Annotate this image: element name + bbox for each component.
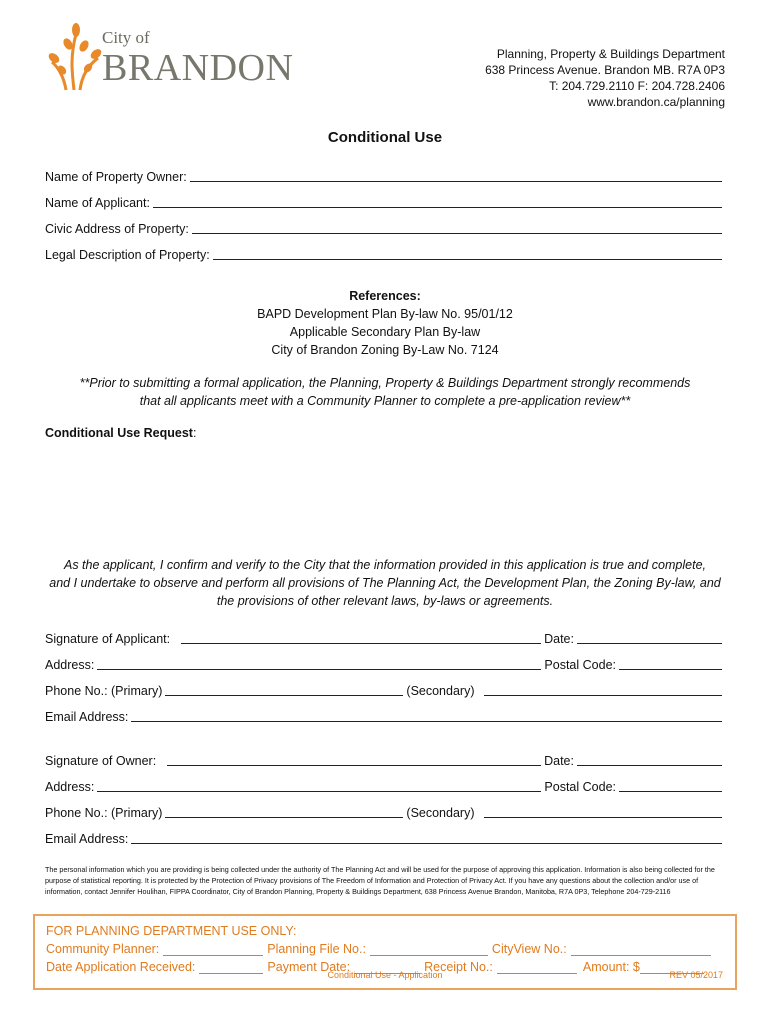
reference-line: BAPD Development Plan By-law No. 95/01/12	[257, 307, 513, 321]
civic-address-field	[45, 218, 722, 236]
confirmation-line: and I undertake to observe and perform all provisions of The Planning Act, the Development Plan, the Zoning By-law, and	[49, 576, 721, 590]
owner-email-row	[45, 828, 722, 846]
applicant-address-input[interactable]	[97, 657, 541, 670]
department-info	[485, 46, 725, 110]
planning-file-input[interactable]	[370, 943, 488, 956]
owner-email-label: Email Address:	[45, 832, 129, 846]
civic-address-label: Civic Address of Property:	[45, 222, 189, 236]
department-address: 638 Princess Avenue. Brandon MB. R7A 0P3	[485, 63, 725, 77]
owner-signature-label: Signature of Owner:	[45, 754, 157, 768]
references	[0, 287, 770, 359]
applicant-phone-primary-label: Phone No.: (Primary)	[45, 684, 163, 698]
reference-line: City of Brandon Zoning By-Law No. 7124	[271, 343, 499, 357]
community-planner-label: Community Planner:	[46, 942, 160, 956]
owner-address-input[interactable]	[97, 779, 541, 792]
request-text-area[interactable]	[45, 446, 722, 546]
confirmation-line: As the applicant, I confirm and verify to the City that the information provided in this application is true and complete,	[63, 558, 706, 572]
owner-signature-row	[45, 750, 722, 768]
payment-date-label: Payment Date:	[267, 960, 351, 974]
amount-label: Amount: $	[582, 960, 640, 974]
applicant-phone-secondary-label: (Secondary)	[406, 684, 475, 698]
department-name: Planning, Property & Buildings Department	[496, 47, 725, 61]
applicant-email-label: Email Address:	[45, 710, 129, 724]
applicant-address-row	[45, 654, 722, 672]
owner-phone-primary-input[interactable]	[165, 805, 403, 818]
office-row-1	[46, 940, 724, 958]
reference-line: Applicable Secondary Plan By-law	[289, 325, 481, 339]
note-line: **Prior to submitting a formal application, the Planning, Property & Buildings Department strongly recommends	[79, 376, 691, 390]
owner-phone-secondary-input[interactable]	[484, 805, 723, 818]
request-label-text: Conditional Use Request	[45, 426, 193, 440]
owner-email-input[interactable]	[131, 831, 722, 844]
property-owner-input[interactable]	[190, 169, 722, 182]
form-footer-title: Conditional Use - Application	[327, 970, 443, 980]
civic-address-input[interactable]	[192, 221, 722, 234]
applicant-date-label: Date:	[544, 632, 574, 646]
wheat-icon	[46, 22, 106, 92]
legal-description-input[interactable]	[213, 247, 722, 260]
owner-date-label: Date:	[544, 754, 574, 768]
cityview-label: CityView No.:	[491, 942, 567, 956]
department-website: www.brandon.ca/planning	[587, 95, 725, 109]
applicant-postal-label: Postal Code:	[544, 658, 616, 672]
applicant-signature-row	[45, 628, 722, 646]
owner-phone-primary-label: Phone No.: (Primary)	[45, 806, 163, 820]
property-owner-label: Name of Property Owner:	[45, 170, 187, 184]
references-heading: References:	[349, 289, 421, 303]
date-received-label: Date Application Received:	[46, 960, 196, 974]
legal-description-label: Legal Description of Property:	[45, 248, 210, 262]
community-planner-input[interactable]	[163, 943, 263, 956]
receipt-label: Receipt No.:	[424, 960, 493, 974]
applicant-postal-input[interactable]	[619, 657, 722, 670]
pre-application-note	[0, 374, 770, 410]
applicant-address-label: Address:	[45, 658, 95, 672]
department-phone: T: 204.729.2110 F: 204.728.2406	[549, 79, 725, 93]
applicant-name-field	[45, 192, 722, 210]
applicant-signature-input[interactable]	[181, 631, 541, 644]
applicant-name-label: Name of Applicant:	[45, 196, 150, 210]
legal-description-field	[45, 244, 722, 262]
applicant-name-input[interactable]	[153, 195, 722, 208]
cityview-input[interactable]	[571, 943, 711, 956]
owner-postal-label: Postal Code:	[544, 780, 616, 794]
owner-signature-input[interactable]	[167, 753, 541, 766]
property-owner-field	[45, 166, 722, 184]
privacy-notice: The personal information which you are providing is being collected under the authority of The Planning Act and will be used for the purpose of approving this application. Information is also being collected for the purpose of statistical reporting. It is protected by the Protection of Privacy provisions of The Freedom of Information and Protection of Privacy Act. If you have any questions about the collection and/or use of information, contact Jennifer Houlihan, FIPPA Coordinator, City of Brandon Planning, Property & Buildings Department, 638 Princess Avenue Brandon, Manitoba, R7A 0P3, Telephone 204-729-2116	[45, 865, 715, 896]
owner-address-label: Address:	[45, 780, 95, 794]
planning-file-label: Planning File No.:	[267, 942, 366, 956]
owner-address-row	[45, 776, 722, 794]
owner-postal-input[interactable]	[619, 779, 722, 792]
owner-phone-row	[45, 802, 722, 820]
owner-date-input[interactable]	[577, 753, 722, 766]
applicant-signature-label: Signature of Applicant:	[45, 632, 171, 646]
applicant-email-row	[45, 706, 722, 724]
city-logo	[46, 22, 294, 92]
form-title: Conditional Use	[327, 129, 443, 146]
applicant-phone-row	[45, 680, 722, 698]
confirmation-statement	[0, 556, 770, 610]
request-label	[45, 426, 196, 440]
note-line: that all applicants meet with a Community Planner to complete a pre-application review**	[139, 394, 631, 408]
logo-city-text: City of	[102, 28, 150, 47]
owner-phone-secondary-label: (Secondary)	[406, 806, 475, 820]
logo-brand-text: BRANDON	[102, 47, 294, 89]
request-label-colon: :	[192, 426, 197, 440]
office-use-heading: FOR PLANNING DEPARTMENT USE ONLY:	[46, 924, 297, 938]
revision-label: REV 05/2017	[669, 970, 723, 980]
applicant-date-input[interactable]	[577, 631, 722, 644]
applicant-email-input[interactable]	[131, 709, 722, 722]
office-use-box	[33, 914, 737, 990]
applicant-phone-primary-input[interactable]	[165, 683, 403, 696]
confirmation-line: the provisions of other relevant laws, by-laws or agreements.	[216, 594, 554, 608]
applicant-phone-secondary-input[interactable]	[484, 683, 723, 696]
